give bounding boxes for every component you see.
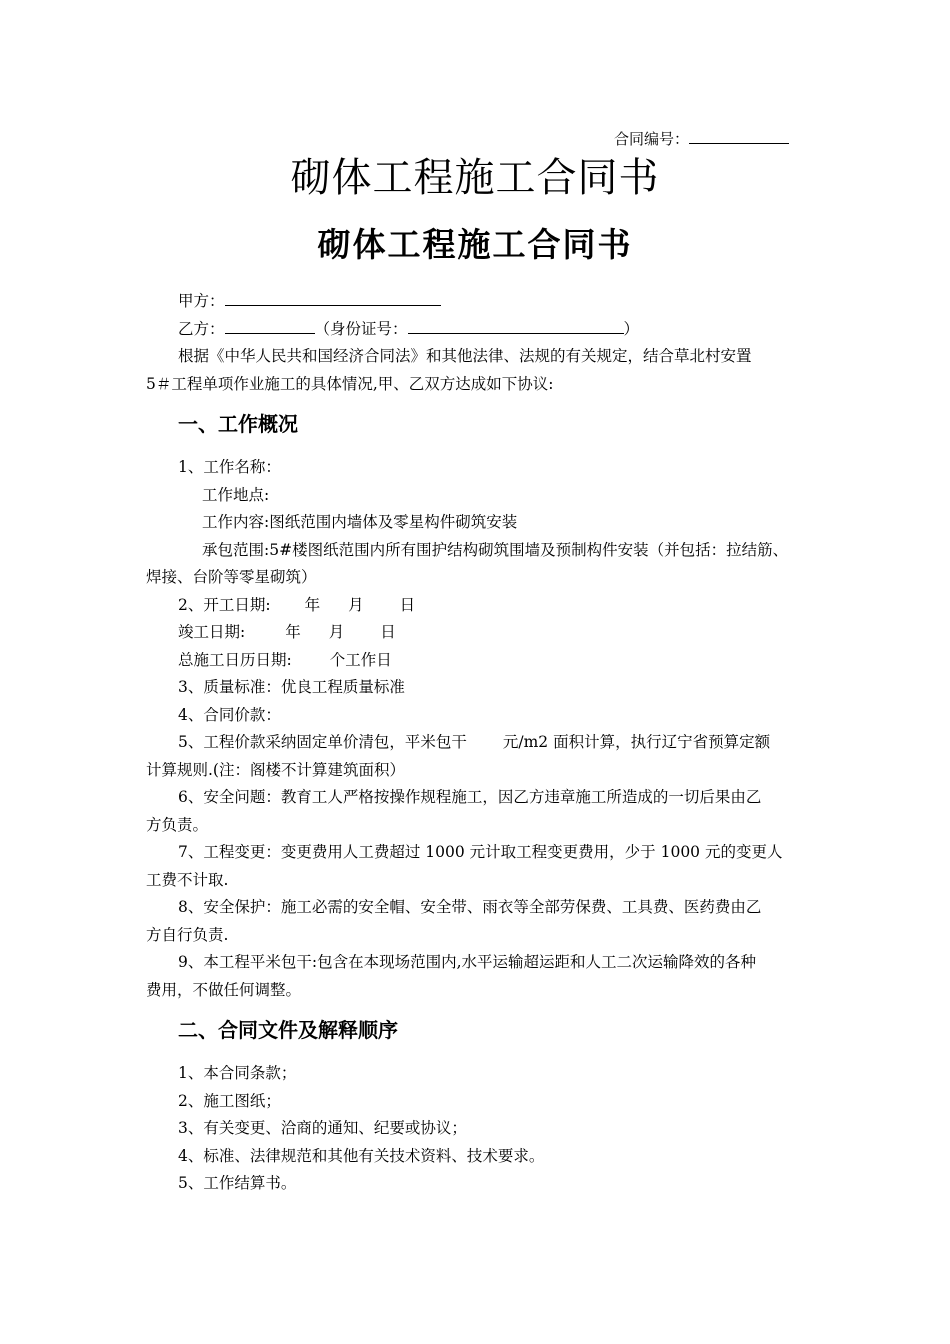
work-location: 工作地点: (202, 485, 270, 504)
end-date (146, 619, 814, 647)
intro-line-1: 根据《中华人民共和国经济合同法》和其他法律、法规的有关规定，结合草北村安置 (178, 347, 752, 365)
section-2-heading: 二、合同文件及解释顺序 (178, 1018, 398, 1042)
item-6-line-1: 6、安全问题：教育工人严格按操作规程施工，因乙方违章施工所造成的一切后果由乙 (178, 788, 762, 806)
item-9-line-2: 费用，不做任何调整。 (146, 980, 302, 999)
list-item: 2、施工图纸； (178, 1091, 281, 1110)
contract-price: 4、合同价款： (178, 705, 281, 724)
party-a-line (146, 288, 814, 316)
id-blank (408, 319, 624, 334)
contract-number-blank (689, 129, 789, 144)
item-7-line-1: 7、工程变更：变更费用人工费超过 1000 元计取工程变更费用，少于 1000 元的变更人 (178, 843, 783, 861)
list-item: 5、工作结算书。 (178, 1174, 297, 1192)
start-month: 月 (348, 595, 364, 614)
list-item: 1、本合同条款； (178, 1064, 297, 1082)
scope-line-2: 焊接、台阶等零星砌筑） (146, 568, 317, 586)
work-content: 工作内容:图纸范围内墙体及零星构件砌筑安装 (202, 513, 518, 531)
item-7-line-2: 工费不计取. (146, 870, 229, 889)
item-6-line-2: 方负责。 (146, 815, 209, 834)
list-item: 4、标准、法律规范和其他有关技术资料、技术要求。 (178, 1146, 545, 1165)
start-date-label: 2、开工日期: (178, 595, 271, 614)
end-year: 年 (285, 623, 301, 641)
work-name: 1、工作名称： (178, 458, 281, 476)
section-1-heading: 一、工作概况 (178, 412, 298, 436)
party-a-label: 甲方： (178, 292, 225, 310)
scope-line-1: 承包范围:5#楼图纸范围内所有围护结构砌筑围墙及预制构件安装（并包括：拉结筋、 (202, 540, 789, 559)
item-8-line-2: 方自行负责. (146, 925, 229, 944)
item-9-line-1: 9、本工程平米包干:包含在本现场范围内,水平运输超运距和人工二次运输降效的各种 (178, 953, 757, 971)
item-5-line-2: 计算规则.(注：阁楼不计算建筑面积） (146, 760, 405, 779)
start-year: 年 (304, 595, 321, 614)
contract-number-label: 合同编号： (614, 130, 690, 148)
party-b-blank (225, 319, 315, 334)
quality-standard: 3、质量标准：优良工程质量标准 (178, 678, 405, 696)
contract-body (146, 288, 814, 1198)
start-date (146, 592, 814, 620)
party-b-label: 乙方： (178, 319, 225, 338)
party-a-blank (225, 291, 441, 306)
intro-line-2: 5＃工程单项作业施工的具体情况,甲、乙双方达成如下协议: (146, 374, 554, 393)
end-month: 月 (328, 623, 345, 641)
contract-number (614, 128, 789, 149)
item-5-part-a: 5、工程价款采纳固定单价清包，平米包干 (178, 733, 467, 751)
page-title: 砌体工程施工合同书 (290, 155, 660, 201)
start-day: 日 (399, 595, 416, 614)
item-8-line-1: 8、安全保护：施工必需的安全帽、安全带、雨衣等全部劳保费、工具费、医药费由乙 (178, 898, 762, 916)
party-b-line (146, 316, 814, 344)
end-date-label: 竣工日期: (178, 623, 246, 641)
item-5-part-b: 元/m2 面积计算，执行辽宁省预算定额 (502, 733, 771, 751)
id-close: ） (623, 319, 640, 338)
document-title: 砌体工程施工合同书 (317, 225, 633, 264)
total-days-unit: 个工作日 (329, 650, 392, 669)
id-label: （身份证号： (314, 319, 408, 338)
item-5-line-1 (146, 729, 814, 757)
total-days (146, 647, 814, 675)
total-days-label: 总施工日历日期: (178, 650, 292, 669)
list-item: 3、有关变更、洽商的通知、纪要或协议； (178, 1119, 467, 1137)
end-day: 日 (380, 623, 396, 641)
